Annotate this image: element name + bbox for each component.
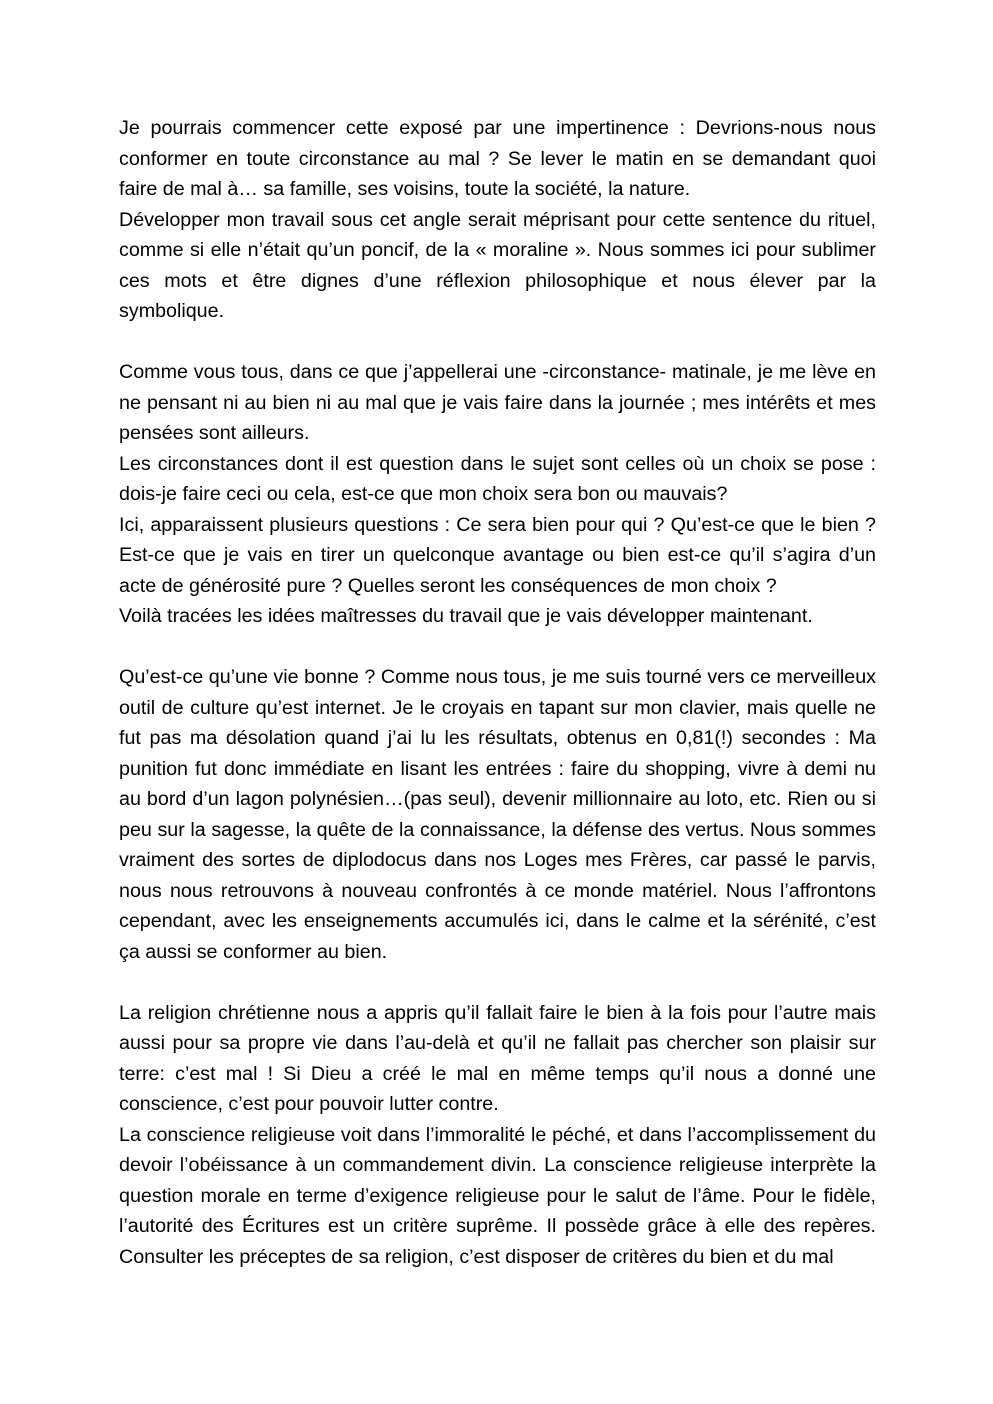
paragraph: Voilà tracées les idées maîtresses du travail que je vais développer maintenant. xyxy=(119,605,813,627)
paragraph: La conscience religieuse voit dans l’immoralité le péché, et dans l’accomplissement du devoir l’obéissance à un commandement divin. La conscience religieuse interprète la question morale en terme d’exigence religieuse pour le salut de l’âme. Pour le fidèle, l’autorité des Écritures est un critère suprême. Il possède grâce à elle des repères. Consulter les préceptes de sa religion, c’est disposer de critères du bien et du mal xyxy=(119,1123,876,1268)
text-block xyxy=(119,662,876,967)
paragraph: La religion chrétienne nous a appris qu’il fallait faire le bien à la fois pour l’autre mais aussi pour sa propre vie dans l’au-delà et qu’il ne fallait pas chercher son plaisir sur terre: c’est mal ! Si Dieu a créé le mal en même temps qu’il nous a donné une conscience, c’est pour pouvoir lutter contre. xyxy=(119,1001,876,1115)
paragraph: Les circonstances dont il est question dans le sujet sont celles où un choix se pose : dois-je faire ceci ou cela, est-ce que mon choix sera bon ou mauvais? xyxy=(119,452,876,505)
paragraph: Qu’est-ce qu’une vie bonne ? Comme nous tous, je me suis tourné vers ce merveilleux outil de culture qu’est internet. Je le croyais en tapant sur mon clavier, mais quelle ne fut pas ma désolation quand j’ai lu les résultats, obtenus en 0,81(!) secondes : Ma punition fut donc immédiate en lisant les entrées : faire du shopping, vivre à demi nu au bord d’un lagon polynésien…(pas seul), devenir millionnaire au loto, etc. Rien ou si peu sur la sagesse, la quête de la connaissance, la défense des vertus. Nous sommes vraiment des sortes de diplodocus dans nos Loges mes Frères, car passé le parvis, nous nous retrouvons à nouveau confrontés à ce monde matériel. Nous l’affrontons cependant, avec les enseignements accumulés ici, dans le calme et la sérénité, c’est ça aussi se conformer au bien. xyxy=(119,666,876,963)
text-block xyxy=(119,998,876,1273)
document-text-body xyxy=(119,113,876,1272)
text-block xyxy=(119,357,876,632)
paragraph: Je pourrais commencer cette exposé par une impertinence : Devrions-nous nous conformer en toute circonstance au mal ? Se lever le matin en se demandant quoi faire de mal à… sa famille, ses voisins, toute la société, la nature. xyxy=(119,117,876,200)
paragraph: Développer mon travail sous cet angle serait méprisant pour cette sentence du rituel, comme si elle n’était qu’un poncif, de la « moraline ». Nous sommes ici pour sublimer ces mots et être dignes d’une réflexion philosophique et nous élever par la symbolique. xyxy=(119,208,876,322)
text-block xyxy=(119,113,876,327)
paragraph: Comme vous tous, dans ce que j’appellerai une -circonstance- matinale, je me lève en ne pensant ni au bien ni au mal que je vais faire dans la journée ; mes intérêts et mes pensées sont ailleurs. xyxy=(119,361,876,444)
paragraph: Ici, apparaissent plusieurs questions : Ce sera bien pour qui ? Qu’est-ce que le bien ? Est-ce que je vais en tirer un quelconque avantage ou bien est-ce qu’il s’agira d’un acte de générosité pure ? Quelles seront les conséquences de mon choix ? xyxy=(119,513,876,597)
